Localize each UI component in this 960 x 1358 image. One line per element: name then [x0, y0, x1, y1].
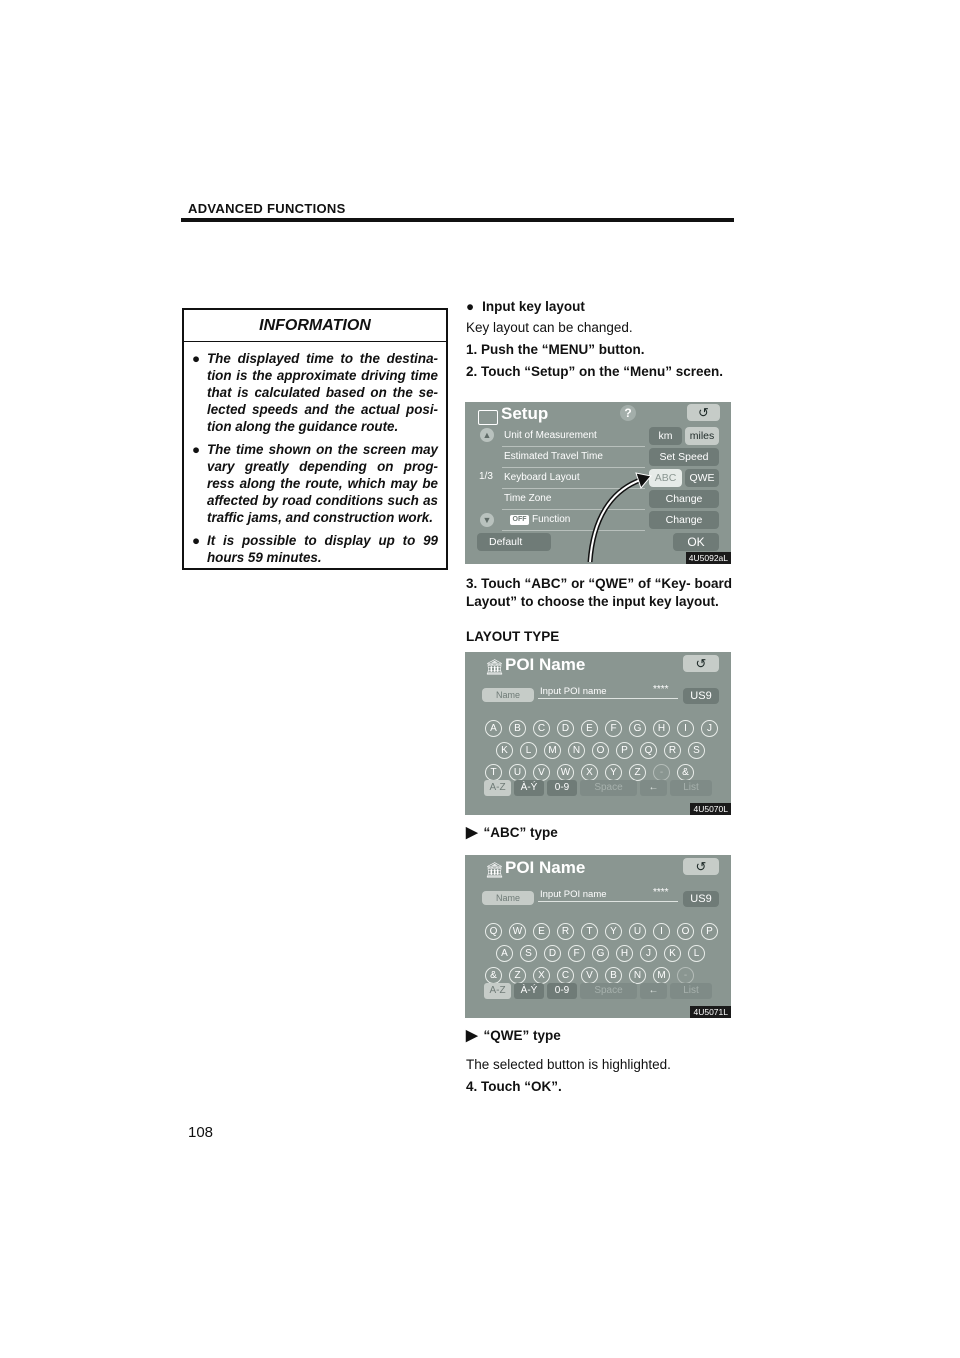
setup-title: Setup — [501, 404, 549, 423]
section-title: ADVANCED FUNCTIONS — [188, 201, 346, 216]
qwe-layout-button[interactable]: QWE — [685, 469, 719, 487]
key-p[interactable]: P — [616, 742, 633, 759]
abc-caption: ▶ “ABC” type — [466, 824, 558, 841]
key-e[interactable]: E — [533, 923, 550, 940]
information-item: ● The displayed time to the destina- tion is the approximate driving time that is calculated based on the se- lected speeds and the actual posi- tion along the guidance route. — [192, 351, 438, 434]
figure-code: 4U5070L — [690, 803, 731, 815]
key-s[interactable]: S — [520, 945, 537, 962]
header-rule — [181, 218, 734, 222]
figure-code: 4U5092aL — [686, 552, 731, 564]
region-button[interactable]: US9 — [683, 891, 719, 907]
qwe-keyboard-screen — [465, 855, 731, 1018]
poi-title: POI Name — [505, 655, 586, 674]
set-speed-button[interactable]: Set Speed — [649, 448, 719, 466]
key-e[interactable]: E — [581, 720, 598, 737]
setup-screen — [465, 402, 731, 564]
off-badge: OFF — [510, 515, 529, 525]
key-w[interactable]: W — [557, 764, 574, 781]
scroll-down-icon[interactable]: ▼ — [480, 513, 494, 527]
key-a[interactable]: A — [496, 945, 513, 962]
key-ampersand[interactable]: & — [677, 764, 694, 781]
back-button[interactable]: ↺ — [683, 655, 719, 672]
step-1: 1. Push the “MENU” button. — [466, 342, 645, 357]
scroll-up-icon[interactable]: ▲ — [480, 428, 494, 442]
key-u[interactable]: U — [629, 923, 646, 940]
accented-button[interactable]: À-Ý — [514, 983, 544, 999]
accented-button[interactable]: À-Ý — [514, 780, 544, 796]
highlight-note: The selected button is highlighted. — [466, 1057, 671, 1072]
key-v[interactable]: V — [581, 967, 598, 984]
input-line — [538, 698, 678, 699]
key-n[interactable]: N — [629, 967, 646, 984]
key-k[interactable]: K — [496, 742, 513, 759]
key-g[interactable]: G — [629, 720, 646, 737]
poi-icon: 🏛 — [485, 862, 505, 879]
key-k[interactable]: K — [664, 945, 681, 962]
step-4: 4. Touch “OK”. — [466, 1079, 562, 1094]
information-item: ● It is possible to display up to 99 hours 59 minutes. — [192, 533, 438, 565]
miles-button[interactable]: miles — [685, 427, 719, 445]
back-button[interactable]: ↺ — [683, 858, 719, 875]
key-z[interactable]: Z — [509, 967, 526, 984]
abc-layout-button[interactable]: ABC — [649, 469, 682, 487]
key-d[interactable]: D — [544, 945, 561, 962]
key-t[interactable]: T — [581, 923, 598, 940]
input-line — [538, 901, 678, 902]
key-i[interactable]: I — [653, 923, 670, 940]
information-item: ● The time shown on the screen may vary greatly depending on prog- ress along the route, which may be affected by road conditions such as traffic jams, and construction work. — [192, 442, 438, 525]
page-number: 108 — [188, 1124, 214, 1141]
key-y[interactable]: Y — [605, 764, 622, 781]
key-h[interactable]: H — [616, 945, 633, 962]
information-text: The time shown on the screen may vary greatly depending on prog- ress along the route, which may be affected by road conditions such as traffic jams, and construction work. — [207, 442, 438, 525]
key-a[interactable]: A — [485, 720, 502, 737]
numbers-button[interactable]: 0-9 — [547, 780, 577, 796]
row-label: Time Zone — [504, 493, 552, 504]
input-label: Input POI name — [540, 889, 607, 900]
a-z-button[interactable]: A-Z — [484, 983, 511, 999]
name-tab[interactable]: Name — [482, 688, 534, 702]
km-button[interactable]: km — [649, 427, 682, 445]
key-j[interactable]: J — [640, 945, 657, 962]
key-l[interactable]: L — [688, 945, 705, 962]
key-f[interactable]: F — [605, 720, 622, 737]
key-h[interactable]: H — [653, 720, 670, 737]
back-button[interactable]: ↺ — [687, 404, 720, 421]
ok-button[interactable]: OK — [673, 533, 719, 551]
row-label: Keyboard Layout — [504, 472, 580, 483]
key-w[interactable]: W — [509, 923, 526, 940]
function-change-button[interactable]: Change — [649, 511, 719, 529]
key-u[interactable]: U — [509, 764, 526, 781]
information-text: The displayed time to the destina- tion is the approximate driving time that is calculated based on the se- lected speeds and the actual posi- tion along the guidance route. — [207, 351, 438, 434]
key-o[interactable]: O — [677, 923, 694, 940]
key-f[interactable]: F — [568, 945, 585, 962]
information-text: It is possible to display up to 99 hours 59 minutes. — [207, 533, 438, 565]
help-button[interactable]: ? — [620, 405, 636, 421]
key-hyphen[interactable]: - — [653, 764, 670, 781]
key-i[interactable]: I — [677, 720, 694, 737]
key-m[interactable]: M — [653, 967, 670, 984]
qwe-caption: ▶ “QWE” type — [466, 1027, 561, 1044]
step-3: 3. Touch “ABC” or “QWE” of “Key- board Layout” to choose the input key layout. — [466, 576, 732, 609]
key-c[interactable]: C — [533, 720, 550, 737]
poi-icon: 🏛 — [485, 659, 505, 676]
backspace-button[interactable]: ← — [640, 983, 667, 999]
subsection-heading: ● Input key layout — [466, 299, 585, 314]
key-c[interactable]: C — [557, 967, 574, 984]
key-z[interactable]: Z — [629, 764, 646, 781]
key-t[interactable]: T — [485, 764, 502, 781]
time-zone-change-button[interactable]: Change — [649, 490, 719, 508]
information-box — [182, 308, 448, 570]
key-b[interactable]: B — [605, 967, 622, 984]
input-label: Input POI name — [540, 686, 607, 697]
page-indicator: 1/3 — [479, 471, 493, 482]
key-hyphen[interactable]: - — [677, 967, 694, 984]
row-label: Unit of Measurement — [504, 430, 597, 441]
input-stars: **** — [653, 684, 669, 695]
abc-keyboard-screen — [465, 652, 731, 815]
key-r[interactable]: R — [664, 742, 681, 759]
layout-type-label: LAYOUT TYPE — [466, 629, 560, 644]
key-s[interactable]: S — [688, 742, 705, 759]
space-button[interactable]: Space — [580, 983, 637, 999]
region-button[interactable]: US9 — [683, 688, 719, 704]
row-label: Estimated Travel Time — [504, 451, 603, 462]
key-q[interactable]: Q — [485, 923, 502, 940]
input-stars: **** — [653, 887, 669, 898]
key-b[interactable]: B — [509, 720, 526, 737]
information-title: INFORMATION — [184, 310, 446, 342]
key-x[interactable]: X — [533, 967, 550, 984]
name-tab[interactable]: Name — [482, 891, 534, 905]
information-list — [184, 342, 446, 566]
key-q[interactable]: Q — [640, 742, 657, 759]
a-z-button[interactable]: A-Z — [484, 780, 511, 796]
space-button[interactable]: Space — [580, 780, 637, 796]
key-m[interactable]: M — [544, 742, 561, 759]
pointer-arrow — [465, 402, 731, 564]
key-y[interactable]: Y — [605, 923, 622, 940]
intro-text: Key layout can be changed. — [466, 320, 633, 335]
row-label: Function — [532, 514, 571, 525]
key-j[interactable]: J — [701, 720, 718, 737]
poi-title: POI Name — [505, 858, 586, 877]
key-r[interactable]: R — [557, 923, 574, 940]
key-l[interactable]: L — [520, 742, 537, 759]
key-d[interactable]: D — [557, 720, 574, 737]
step-2: 2. Touch “Setup” on the “Menu” screen. — [466, 364, 724, 379]
key-x[interactable]: X — [581, 764, 598, 781]
key-n[interactable]: N — [568, 742, 585, 759]
figure-code: 4U5071L — [690, 1006, 731, 1018]
backspace-button[interactable]: ← — [640, 780, 667, 796]
numbers-button[interactable]: 0-9 — [547, 983, 577, 999]
default-button[interactable]: Default — [477, 533, 551, 551]
key-v[interactable]: V — [533, 764, 550, 781]
key-o[interactable]: O — [592, 742, 609, 759]
list-button[interactable]: List — [670, 983, 712, 999]
key-ampersand[interactable]: & — [485, 967, 502, 984]
key-p[interactable]: P — [701, 923, 718, 940]
key-g[interactable]: G — [592, 945, 609, 962]
list-button[interactable]: List — [670, 780, 712, 796]
